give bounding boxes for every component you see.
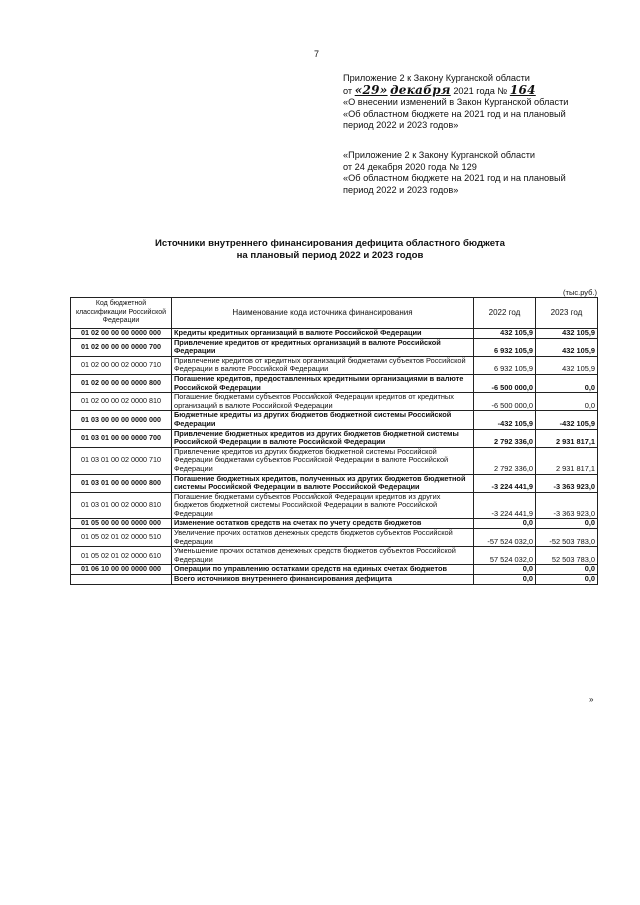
quoted-line-1: «Приложение 2 к Закону Курганской области [343,150,536,160]
annex-date-day: «29» [354,82,388,97]
table-row [71,547,598,565]
table-row [71,575,598,585]
row-name: Погашение кредитов, предоставленных кредитными организациями в валюте Российской Федерации [172,374,474,392]
row-value-2022: -3 224 441,9 [474,492,536,519]
annex-line-2 [343,82,613,98]
row-value-2022: 432 105,9 [474,329,536,339]
annex-date-prefix: от [343,85,353,96]
row-code: 01 02 00 00 00 0000 800 [71,374,172,392]
row-name: Уменьшение прочих остатков денежных средств бюджетов субъектов Российской Федерации [172,547,474,565]
row-value-2023: -3 363 923,0 [536,474,598,492]
row-value-2023: 2 931 817,1 [536,429,598,447]
table-row [71,338,598,356]
row-name: Бюджетные кредиты из других бюджетов бюджетной системы Российской Федерации [172,411,474,429]
quoted-line-2: от 24 декабря 2020 года № 129 [343,161,477,172]
row-value-2023: 0,0 [536,393,598,411]
units-label: (тыс.руб.) [563,288,597,297]
quoted-header [343,150,613,196]
row-value-2022: 2 792 336,0 [474,447,536,474]
quoted-line-4: период 2022 и 2023 годов» [343,184,459,195]
row-value-2023: 0,0 [536,519,598,529]
row-value-2022: -6 500 000,0 [474,374,536,392]
row-name: Операции по управлению остатками средств на единых счетах бюджетов [172,565,474,575]
row-code: 01 03 01 00 02 0000 710 [71,447,172,474]
row-value-2022: 0,0 [474,519,536,529]
row-value-2023: 432 105,9 [536,329,598,339]
table-row [71,329,598,339]
annex-date-month: декабря [390,82,451,97]
annex-line-4: «Об областном бюджете на 2021 год и на плановый [343,108,566,119]
quoted-line-3: «Об областном бюджете на 2021 год и на плановый [343,173,566,184]
table-row [71,447,598,474]
row-name: Привлечение бюджетных кредитов из других бюджетов бюджетной системы Российской Федерации в валюте Российской Федерации [172,429,474,447]
row-code: 01 05 02 01 02 0000 510 [71,529,172,547]
row-value-2022: 6 932 105,9 [474,338,536,356]
row-name: Погашение бюджетных кредитов, полученных из других бюджетов бюджетной системы Российской Федерации в валюте Российской Федерации [172,474,474,492]
header-name: Наименование кода источника финансирования [172,298,474,329]
row-value-2022: 2 792 336,0 [474,429,536,447]
table-row [71,492,598,519]
annex-line-5: период 2022 и 2023 годов» [343,120,459,131]
row-name: Погашение бюджетами субъектов Российской Федерации кредитов из других бюджетов бюджетной системы Российской Федерации в валюте Российской Федерации [172,492,474,519]
title-line-1: Источники внутреннего финансирования дефицита областного бюджета [155,238,505,249]
row-value-2023: -52 503 783,0 [536,529,598,547]
row-value-2022: -6 500 000,0 [474,393,536,411]
table-row [71,393,598,411]
row-code: 01 05 02 01 02 0000 610 [71,547,172,565]
table-header-row [71,298,598,329]
row-value-2022: 6 932 105,9 [474,356,536,374]
row-value-2023: 2 931 817,1 [536,447,598,474]
table-row [71,356,598,374]
row-value-2023: -3 363 923,0 [536,492,598,519]
table-row [71,529,598,547]
row-name: Погашение бюджетами субъектов Российской Федерации кредитов от кредитных организаций в валюте Российской Федерации [172,393,474,411]
table-row [71,429,598,447]
row-value-2022: -3 224 441,9 [474,474,536,492]
header-code: Код бюджетной классификации Российской Федерации [71,298,172,329]
row-code: 01 03 01 00 00 0000 800 [71,474,172,492]
row-code: 01 03 01 00 02 0000 810 [71,492,172,519]
row-value-2023: -432 105,9 [536,411,598,429]
row-value-2023: 432 105,9 [536,338,598,356]
row-value-2022: 0,0 [474,575,536,585]
annex-line-3: «О внесении изменений в Закон Курганской области [343,97,569,108]
row-code [71,575,172,585]
row-code: 01 05 00 00 00 0000 000 [71,519,172,529]
row-value-2023: 0,0 [536,565,598,575]
row-value-2023: 0,0 [536,575,598,585]
row-code: 01 02 00 00 00 0000 000 [71,329,172,339]
row-value-2022: -432 105,9 [474,411,536,429]
table-row [71,411,598,429]
row-name: Привлечение кредитов из других бюджетов бюджетной системы Российской Федерации бюджетами субъектов Российской Федерации в валюте Российской Федерации [172,447,474,474]
closing-quote-mark: » [589,695,594,704]
row-value-2023: 0,0 [536,374,598,392]
annex-date-year: 2021 года № [453,85,508,96]
row-value-2022: 0,0 [474,565,536,575]
page-number: 7 [314,49,320,59]
annex-line-1: Приложение 2 к Закону Курганской области [343,73,530,83]
table-row [71,474,598,492]
row-name: Увеличение прочих остатков денежных средств бюджетов субъектов Российской Федерации [172,529,474,547]
row-name: Кредиты кредитных организаций в валюте Российской Федерации [172,329,474,339]
header-2023: 2023 год [536,298,598,329]
row-name: Изменение остатков средств на счетах по учету средств бюджетов [172,519,474,529]
row-value-2022: 57 524 032,0 [474,547,536,565]
row-name: Привлечение кредитов от кредитных организаций бюджетами субъектов Российской Федерации в валюте Российской Федерации [172,356,474,374]
row-code: 01 02 00 00 00 0000 700 [71,338,172,356]
row-code: 01 02 00 00 02 0000 810 [71,393,172,411]
row-code: 01 02 00 00 02 0000 710 [71,356,172,374]
row-code: 01 06 10 00 00 0000 000 [71,565,172,575]
table-body [71,329,598,585]
annex-law-number: 164 [509,82,536,97]
annex-header [343,73,613,132]
row-name: Привлечение кредитов от кредитных организаций в валюте Российской Федерации [172,338,474,356]
row-value-2023: 432 105,9 [536,356,598,374]
financing-sources-table [70,297,598,585]
document-title [60,238,600,262]
title-line-2: на плановый период 2022 и 2023 годов [236,250,424,261]
row-value-2022: -57 524 032,0 [474,529,536,547]
table-row [71,374,598,392]
row-value-2023: 52 503 783,0 [536,547,598,565]
row-code: 01 03 00 00 00 0000 000 [71,411,172,429]
row-name: Всего источников внутреннего финансирования дефицита [172,575,474,585]
header-2022: 2022 год [474,298,536,329]
row-code: 01 03 01 00 00 0000 700 [71,429,172,447]
